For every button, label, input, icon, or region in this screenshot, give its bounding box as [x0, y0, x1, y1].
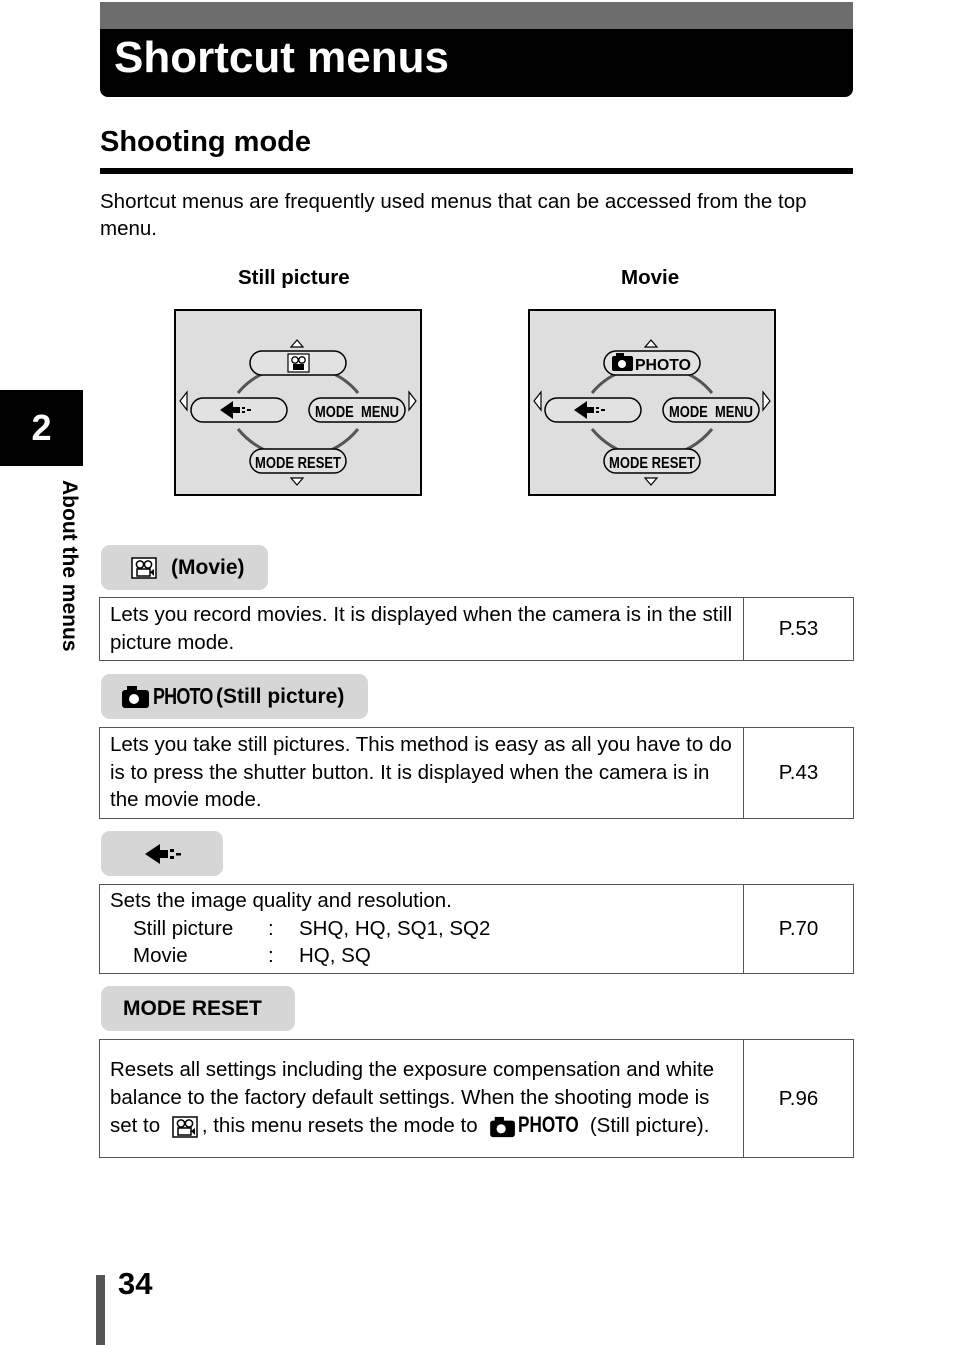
image-quality-page-ref[interactable]: P.70	[744, 885, 854, 974]
photo-icon-label: PHOTO	[153, 683, 213, 709]
section-title: Shooting mode	[100, 126, 312, 158]
arrow-left-icon[interactable]	[180, 392, 187, 410]
movie-screen	[528, 309, 776, 496]
still-picture-entry-table	[99, 727, 854, 819]
quality-row-label: Movie	[133, 944, 188, 968]
still-picture-page-ref[interactable]: P.43	[744, 728, 854, 819]
title-strip	[100, 2, 853, 29]
quality-row-sep: :	[268, 944, 274, 968]
arrow-down-icon[interactable]	[645, 478, 657, 485]
movie-icon	[131, 557, 157, 579]
intro-text: Shortcut menus are frequently used menus that can be accessed from the top menu.	[100, 190, 807, 240]
still-caption: Still picture	[238, 266, 350, 289]
movie-menu-item[interactable]	[250, 351, 346, 375]
quality-row-value: HQ, SQ	[299, 944, 371, 968]
still-picture-heading	[101, 674, 368, 719]
mode-reset-description	[100, 1040, 744, 1158]
mode-reset-text-2: , this menu resets the mode to	[201, 1114, 478, 1138]
mode-reset-page-ref[interactable]: P.96	[744, 1040, 854, 1158]
arrow-up-icon[interactable]	[291, 340, 303, 347]
movie-heading	[101, 545, 268, 590]
movie-icon	[288, 354, 309, 372]
chapter-tab	[0, 390, 83, 466]
mode-reset-text-3: (Still picture).	[589, 1114, 710, 1138]
mode-reset-text-1: Resets all settings including the exposure compensation and white balance to the factory default settings. When the shooting mode is set to	[110, 1058, 714, 1138]
chapter-number: 2	[31, 407, 52, 448]
page-title: Shortcut menus	[114, 33, 449, 82]
arrow-down-icon[interactable]	[291, 478, 303, 485]
mode-menu-item[interactable]	[309, 398, 405, 422]
section-divider	[100, 168, 853, 174]
mode-reset-menu-item[interactable]	[250, 449, 346, 473]
arrow-right-icon[interactable]	[409, 392, 416, 410]
chapter-side-label	[55, 480, 85, 680]
image-quality-heading	[101, 831, 223, 876]
camera-icon	[121, 685, 151, 709]
quality-row-value: SHQ, HQ, SQ1, SQ2	[299, 916, 491, 940]
mode-reset-label: MODE RESET	[255, 455, 342, 472]
camera-icon	[489, 1116, 517, 1138]
page-number: 34	[118, 1266, 153, 1301]
image-quality-description	[100, 885, 744, 974]
photo-icon-label: PHOTO	[518, 1112, 580, 1138]
image-quality-entry-table	[99, 884, 854, 974]
mode-reset-label: MODE RESET	[609, 455, 696, 472]
still-picture-heading-label: (Still picture)	[216, 685, 345, 708]
still-picture-description: Lets you take still pictures. This method is easy as all you have to do is to press the shutter button. It is displayed when the camera is in the movie mode.	[100, 728, 744, 819]
photo-label: PHOTO	[635, 357, 691, 374]
quality-row-still	[110, 915, 733, 942]
photo-menu-item[interactable]	[604, 351, 700, 375]
mode-reset-entry-table	[99, 1039, 854, 1158]
image-quality-intro: Sets the image quality and resolution.	[110, 889, 452, 913]
still-picture-screen	[174, 309, 422, 496]
movie-description: Lets you record movies. It is displayed when the camera is in the still picture mode.	[100, 598, 744, 661]
arrow-left-icon[interactable]	[534, 392, 541, 410]
chapter-label: About the menus	[58, 480, 81, 652]
movie-icon	[172, 1116, 198, 1138]
movie-page-ref[interactable]: P.53	[744, 598, 854, 661]
mode-reset-heading	[101, 986, 295, 1031]
footer-bar	[96, 1275, 105, 1345]
mode-reset-menu-item[interactable]	[604, 449, 700, 473]
mode-reset-heading-label: MODE RESET	[123, 997, 262, 1020]
mode-menu-item[interactable]	[663, 398, 759, 422]
title-bar	[100, 2, 853, 97]
arrow-right-icon[interactable]	[763, 392, 770, 410]
quality-row-movie	[110, 942, 733, 969]
movie-heading-label: (Movie)	[171, 556, 245, 579]
mode-menu-label: MODE MENU	[669, 404, 753, 421]
arrow-up-icon[interactable]	[645, 340, 657, 347]
mode-menu-label: MODE MENU	[315, 404, 399, 421]
movie-caption: Movie	[621, 266, 680, 289]
image-quality-menu-item[interactable]	[545, 398, 641, 422]
image-quality-icon	[143, 842, 183, 866]
quality-row-label: Still picture	[133, 916, 234, 940]
image-quality-menu-item[interactable]	[191, 398, 287, 422]
quality-row-sep: :	[268, 916, 274, 940]
movie-entry-table	[99, 597, 854, 661]
